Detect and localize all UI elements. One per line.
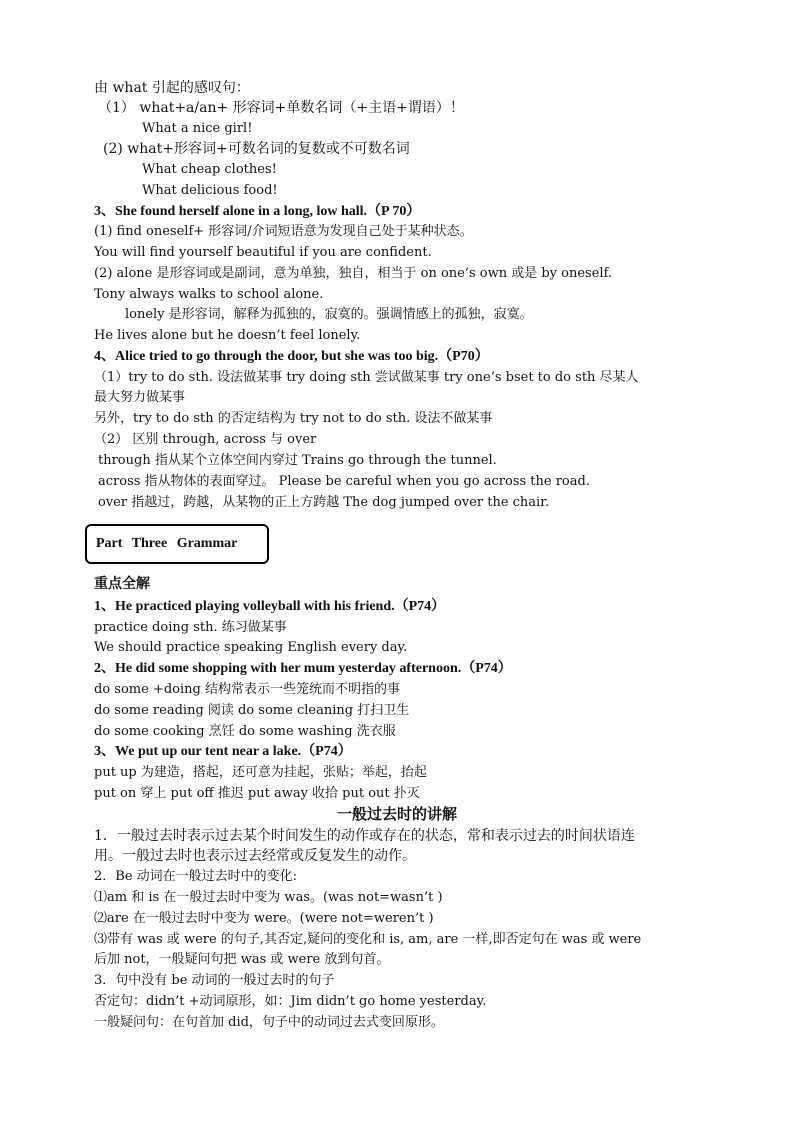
point-4-line-3: 另外，try to do sth 的否定结构为 try not to do sth. 设法不做某事	[94, 411, 493, 426]
exclamation-example-3: What delicious food!	[142, 183, 278, 198]
tense-para-1b: 用。一般过去时也表示过去经常或反复发生的动作。	[94, 848, 416, 864]
point-4-line-7: over 指越过，跨越，从某物的正上方跨越 The dog jumped over the chair.	[98, 495, 550, 510]
point-4-line-5: through 指从某个立体空间内穿过 Trains go through the tunnel.	[98, 453, 497, 468]
point-3-line-3: (2) alone 是形容词或是副词，意为单独，独自，相当于 on one’s own 或是 by oneself.	[94, 266, 613, 281]
tense-para-6: 3．句中没有 be 动词的一般过去时的句子	[94, 973, 335, 988]
grammar-2-line-2: do some reading 阅读 do some cleaning 打扫卫生	[94, 703, 410, 718]
grammar-2-line-3: do some cooking 烹饪 do some washing 洗衣服	[94, 724, 396, 739]
tense-para-4: ⑵are 在一般过去时中变为 were。(were not=weren’t )	[94, 911, 434, 926]
exclamation-rule-1: （1） what+a/an+ 形容词+单数名词（+主语+谓语）！	[98, 100, 464, 116]
point-3-line-2: You will find yourself beautiful if you are confident.	[94, 245, 432, 260]
tense-para-8: 一般疑问句：在句首加 did，句子中的动词过去式变回原形。	[94, 1015, 444, 1030]
grammar-2-line-1: do some +doing 结构常表示一些笼统而不明指的事	[94, 682, 400, 697]
point-4-line-2: 最大努力做某事	[94, 390, 186, 405]
section-title: Part Three Grammar	[96, 536, 238, 551]
section-title-box	[85, 524, 269, 564]
grammar-3-heading: 3、We put up our tent near a lake.（P74）	[94, 744, 352, 759]
exclamation-intro: 由 what 引起的感叹句：	[94, 80, 250, 96]
tense-para-2: 2．Be 动词在一般过去时中的变化:	[94, 869, 298, 884]
exclamation-example-1: What a nice girl!	[142, 121, 253, 136]
point-4-heading: 4、Alice tried to go through the door, but she was too big.（P70）	[94, 349, 489, 364]
point-3-heading: 3、She found herself alone in a long, low hall.（P 70）	[94, 204, 421, 219]
point-4-line-4: （2） 区别 through, across 与 over	[94, 432, 317, 447]
point-3-line-5: lonely 是形容词，解释为孤独的，寂寞的。强调情感上的孤独，寂寞。	[125, 307, 533, 322]
grammar-1-line-1: practice doing sth. 练习做某事	[94, 620, 287, 635]
exclamation-example-2: What cheap clothes!	[142, 162, 277, 177]
point-3-line-6: He lives alone but he doesn’t feel lonely.	[94, 328, 361, 343]
simple-past-title: 一般过去时的讲解	[336, 805, 457, 823]
point-3-line-1: (1) find oneself+ 形容词/介词短语意为发现自己处于某种状态。	[94, 224, 473, 239]
tense-para-3: ⑴am 和 is 在一般过去时中变为 was。(was not=wasn’t )	[94, 890, 443, 905]
point-3-line-4: Tony always walks to school alone.	[94, 287, 324, 302]
point-4-line-1: （1）try to do sth. 设法做某事 try doing sth 尝试做某事 try one’s bset to do sth 尽某人	[94, 370, 639, 385]
grammar-2-heading: 2、He did some shopping with her mum yesterday afternoon.（P74）	[94, 661, 512, 676]
tense-para-7: 否定句：didn’t +动词原形，如：Jim didn’t go home yesterday.	[94, 994, 487, 1009]
exclamation-rule-2: (2) what+形容词+可数名词的复数或不可数名词	[103, 141, 410, 157]
point-4-line-6: across 指从物体的表面穿过。 Please be careful when you go across the road.	[98, 474, 590, 489]
tense-para-5b: 后加 not，一般疑问句把 was 或 were 放到句首。	[94, 952, 390, 967]
tense-para-1: 1．一般过去时表示过去某个时间发生的动作或存在的状态，常和表示过去的时间状语连	[94, 828, 635, 844]
tense-para-5: ⑶带有 was 或 were 的句子,其否定,疑问的变化和 is, am, are 一样,即否定句在 was 或 were	[94, 932, 642, 947]
grammar-3-line-1: put up 为建造，搭起，还可意为挂起，张贴；举起，抬起	[94, 765, 427, 780]
grammar-1-line-2: We should practice speaking English every day.	[94, 640, 408, 655]
key-points-heading: 重点全解	[94, 577, 150, 592]
grammar-1-heading: 1、He practiced playing volleyball with his friend.（P74）	[94, 599, 446, 614]
grammar-3-line-2: put on 穿上 put off 推迟 put away 收拾 put out 扑灭	[94, 786, 420, 801]
